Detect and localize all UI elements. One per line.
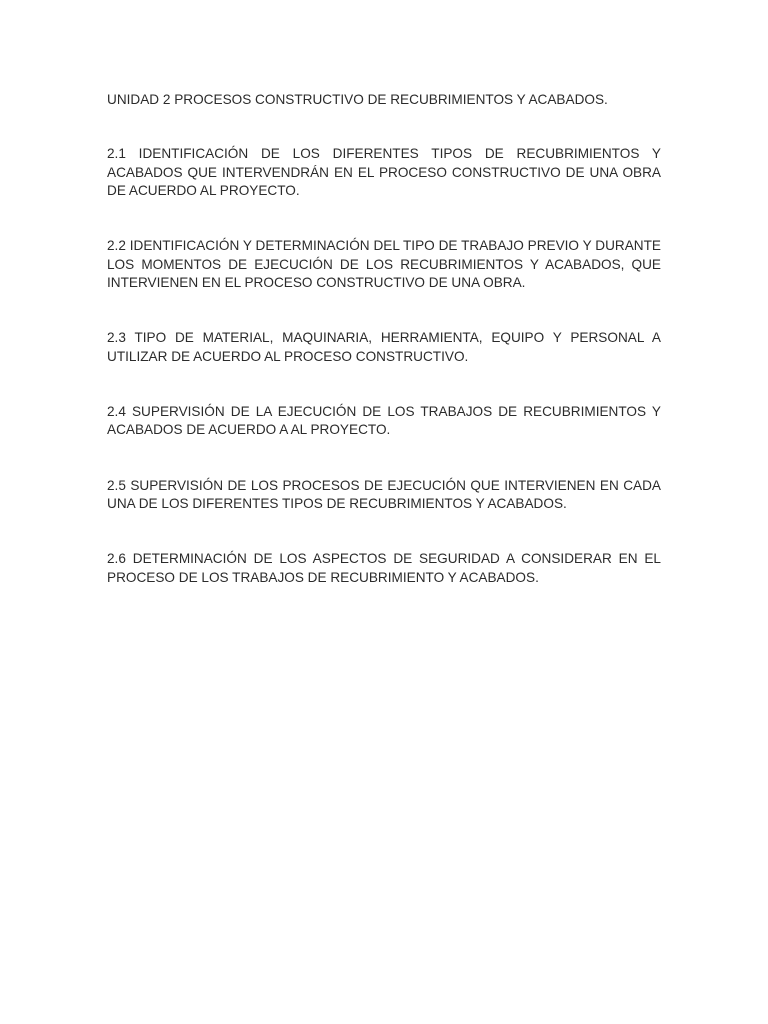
section-2-2: 2.2 IDENTIFICACIÓN Y DETERMINACIÓN DEL TIPO DE TRABAJO PREVIO Y DURANTE LOS MOMENTOS DE EJECUCIÓN DE LOS RECUBRIMIENTOS Y ACABADOS, QUE INTERVIENEN EN EL PROCESO CONSTRUCTIVO DE UNA OBRA. [107,238,661,291]
unit-title: UNIDAD 2 PROCESOS CONSTRUCTIVO DE RECUBRIMIENTOS Y ACABADOS. [107,92,608,107]
section-2-6: 2.6 DETERMINACIÓN DE LOS ASPECTOS DE SEGURIDAD A CONSIDERAR EN EL PROCESO DE LOS TRABAJOS DE RECUBRIMIENTO Y ACABADOS. [107,551,661,585]
document-body [107,91,661,587]
section-2-5: 2.5 SUPERVISIÓN DE LOS PROCESOS DE EJECUCIÓN QUE INTERVIENEN EN CADA UNA DE LOS DIFERENTES TIPOS DE RECUBRIMIENTOS Y ACABADOS. [107,477,661,512]
section-2-1: 2.1 IDENTIFICACIÓN DE LOS DIFERENTES TIPOS DE RECUBRIMIENTOS Y ACABADOS QUE INTERVENDRÁN EN EL PROCESO CONSTRUCTIVO DE UNA OBRA DE ACUERDO AL PROYECTO. [107,146,661,199]
section-2-4: 2.4 SUPERVISIÓN DE LA EJECUCIÓN DE LOS TRABAJOS DE RECUBRIMIENTOS Y ACABADOS DE ACUERDO A AL PROYECTO. [107,404,661,438]
section-2-3: 2.3 TIPO DE MATERIAL, MAQUINARIA, HERRAMIENTA, EQUIPO Y PERSONAL A UTILIZAR DE ACUERDO AL PROCESO CONSTRUCTIVO. [107,330,661,364]
